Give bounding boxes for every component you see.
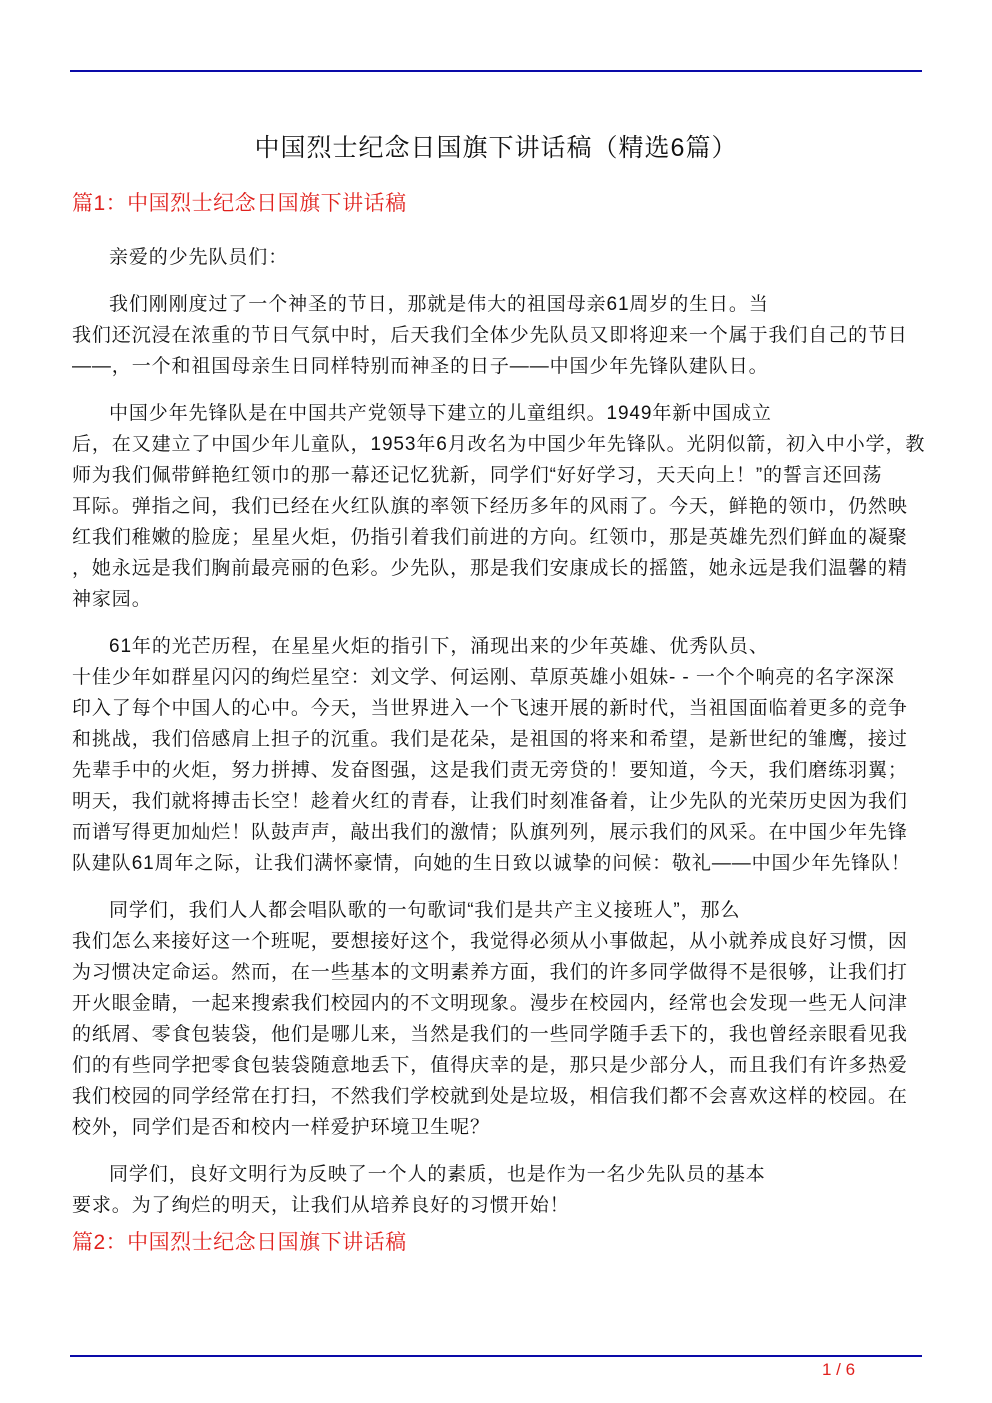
paragraph-line: ，她永远是我们胸前最亮丽的色彩。少先队，那是我们安康成长的摇篮，她永远是我们温馨的精 [72, 558, 908, 579]
paragraph-line: ——，一个和祖国母亲生日同样特别而神圣的日子——中国少年先锋队建队日。 [72, 356, 769, 377]
paragraph-line: 为习惯决定命运。然而，在一些基本的文明素养方面，我们的许多同学做得不是很够，让我们打 [72, 962, 908, 983]
section-heading-2: 篇2：中国烈士纪念日国旗下讲话稿 [72, 1231, 407, 1254]
paragraph-line: 神家园。 [72, 589, 152, 610]
paragraph-line: 印入了每个中国人的心中。今天，当世界进入一个飞速开展的新时代，当祖国面临着更多的竞争 [72, 698, 908, 719]
paragraph-line: 队建队61周年之际，让我们满怀豪情，向她的生日致以诚挚的问候：敬礼——中国少年先锋队！ [72, 853, 911, 874]
paragraph-line: 我们怎么来接好这一个班呢，要想接好这个，我觉得必须从小事做起，从小就养成良好习惯，因 [72, 931, 908, 952]
paragraph-line: 开火眼金睛，一起来搜索我们校园内的不文明现象。漫步在校园内，经常也会发现一些无人问津 [72, 993, 908, 1014]
paragraph-line: 同学们，我们人人都会唱队歌的一句歌词“我们是共产主义接班人”，那么 [109, 900, 741, 921]
paragraph-line: 先辈手中的火炬，努力拼搏、发奋图强，这是我们责无旁贷的！要知道，今天，我们磨练羽翼； [72, 760, 908, 781]
paragraph-line: 而谱写得更加灿烂！队鼓声声，敲出我们的激情；队旗列列，展示我们的风采。在中国少年先锋 [72, 822, 908, 843]
paragraph-line: 我们刚刚度过了一个神圣的节日，那就是伟大的祖国母亲61周岁的生日。当 [109, 294, 769, 315]
paragraph [72, 1159, 922, 1221]
paragraph-line: 十佳少年如群星闪闪的绚烂星空：刘文学、何运刚、草原英雄小姐妹- - 一个个响亮的名字深深 [72, 667, 895, 688]
paragraph [72, 631, 922, 879]
paragraph-line: 中国少年先锋队是在中国共产党领导下建立的儿童组织。1949年新中国成立 [109, 403, 772, 424]
paragraph-line: 我们还沉浸在浓重的节日气氛中时，后天我们全体少先队员又即将迎来一个属于我们自己的节日 [72, 325, 908, 346]
header-rule [70, 70, 922, 72]
document-title: 中国烈士纪念日国旗下讲话稿（精选6篇） [254, 134, 738, 162]
page-number: 1 / 6 [822, 1360, 856, 1379]
paragraph-line: 亲爱的少先队员们： [109, 247, 289, 268]
paragraph-line: 红我们稚嫩的脸庞；星星火炬，仍指引着我们前进的方向。红领巾，那是英雄先烈们鲜血的凝聚 [72, 527, 908, 548]
paragraph-line: 要求。为了绚烂的明天，让我们从培养良好的习惯开始！ [72, 1195, 570, 1216]
paragraph [72, 398, 926, 615]
paragraph-line: 61年的光芒历程，在星星火炬的指引下，涌现出来的少年英雄、优秀队员、 [109, 636, 769, 657]
paragraph-line: 明天，我们就将搏击长空！趁着火红的青春，让我们时刻准备着，让少先队的光荣历史因为我们 [72, 791, 908, 812]
section-heading-1: 篇1：中国烈士纪念日国旗下讲话稿 [72, 192, 407, 215]
paragraph-line: 和挑战，我们倍感肩上担子的沉重。我们是花朵，是祖国的将来和希望，是新世纪的雏鹰，接过 [72, 729, 908, 750]
paragraph-line: 耳际。弹指之间，我们已经在火红队旗的率领下经历多年的风雨了。今天，鲜艳的领巾，仍然映 [72, 496, 908, 517]
paragraph-line: 我们校园的同学经常在打扫，不然我们学校就到处是垃圾，相信我们都不会喜欢这样的校园。在 [72, 1086, 908, 1107]
paragraph [72, 289, 922, 382]
paragraph-line: 同学们，良好文明行为反映了一个人的素质，也是作为一名少先队员的基本 [109, 1164, 766, 1185]
paragraph [72, 242, 922, 273]
paragraph-line: 后，在又建立了中国少年儿童队，1953年6月改名为中国少年先锋队。光阴似箭，初入中小学，教 [72, 434, 926, 455]
paragraph-line: 们的有些同学把零食包装袋随意地丢下，值得庆幸的是，那只是少部分人，而且我们有许多热爱 [72, 1055, 908, 1076]
footer-rule [70, 1355, 922, 1357]
paragraph-line: 校外，同学们是否和校内一样爱护环境卫生呢？ [72, 1117, 490, 1138]
document-body [72, 242, 926, 1237]
paragraph [72, 895, 922, 1143]
paragraph-line: 师为我们佩带鲜艳红领巾的那一幕还记忆犹新，同学们“好好学习，天天向上！”的誓言还回荡 [72, 465, 883, 486]
paragraph-line: 的纸屑、零食包装袋，他们是哪儿来，当然是我们的一些同学随手丢下的，我也曾经亲眼看见我 [72, 1024, 908, 1045]
